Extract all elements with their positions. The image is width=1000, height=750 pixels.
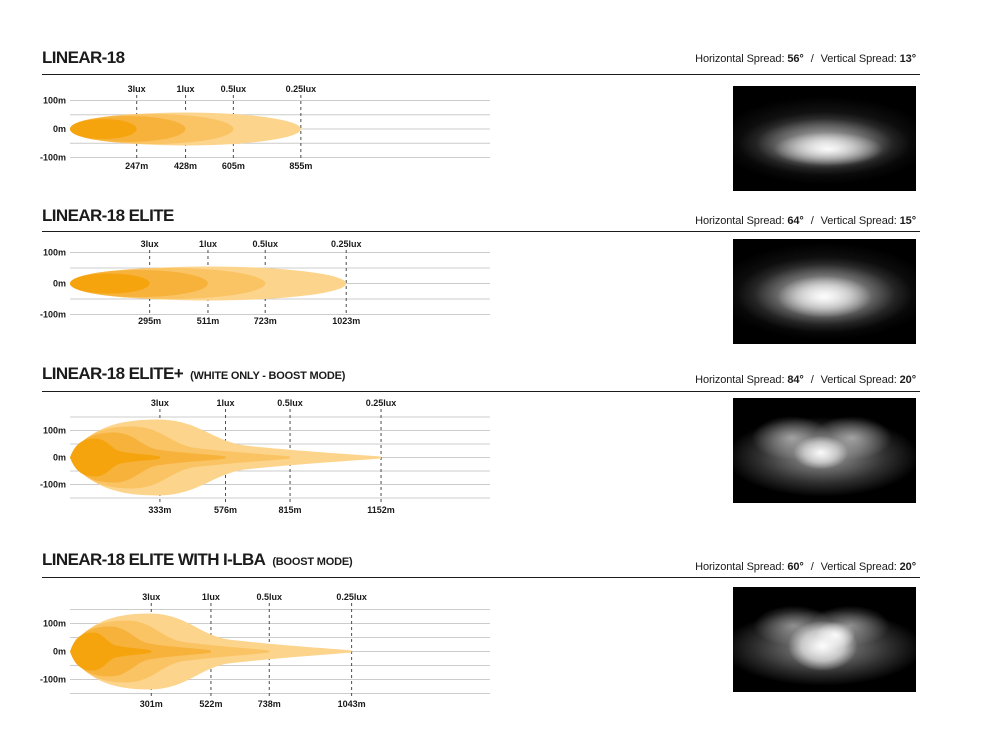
horizontal-spread-label: Horizontal Spread: xyxy=(695,561,785,573)
distance-label: 301m xyxy=(139,699,163,709)
lux-label: 3lux xyxy=(142,592,161,602)
section-subtitle: (WHITE ONLY - BOOST MODE) xyxy=(190,370,346,382)
y-tick-label: 0m xyxy=(52,278,66,289)
beam-distance-chart xyxy=(30,82,500,177)
section-subtitle: (BOOST MODE) xyxy=(272,556,353,568)
section-divider xyxy=(42,391,920,392)
horizontal-spread-value: 60° xyxy=(787,561,804,573)
spread-info xyxy=(695,215,916,227)
lux-label: 1lux xyxy=(176,84,195,94)
distance-label: 295m xyxy=(138,316,162,326)
section-title: LINEAR-18 ELITE WITH I-LBA xyxy=(42,550,266,569)
lux-label: 0.5lux xyxy=(256,592,283,602)
chart-svg xyxy=(30,590,500,712)
horizontal-spread-value: 64° xyxy=(787,215,804,227)
y-tick-label: 100m xyxy=(42,95,66,106)
vertical-spread-value: 13° xyxy=(899,53,916,65)
beam-layer-3lux xyxy=(70,119,137,139)
section-header xyxy=(42,364,345,384)
y-tick-label: -100m xyxy=(39,152,66,163)
vertical-spread-value: 20° xyxy=(899,561,916,573)
lux-label: 1lux xyxy=(201,592,220,602)
distance-label: 511m xyxy=(196,316,220,326)
beam-distance-chart xyxy=(30,237,500,332)
beam-distance-chart xyxy=(30,396,500,518)
y-tick-label: 0m xyxy=(52,452,66,463)
lux-label: 3lux xyxy=(150,398,169,408)
section-title: LINEAR-18 ELITE xyxy=(42,206,174,225)
section-divider xyxy=(42,577,920,578)
y-tick-label: 0m xyxy=(52,646,66,657)
lux-label: 3lux xyxy=(140,239,159,249)
distance-label: 1023m xyxy=(332,316,361,326)
distance-label: 723m xyxy=(253,316,277,326)
spread-info xyxy=(695,561,916,573)
lux-label: 0.25lux xyxy=(336,592,367,602)
lux-label: 1lux xyxy=(216,398,235,408)
chart-svg xyxy=(30,82,500,177)
lux-label: 0.25lux xyxy=(285,84,317,94)
spread-separator: / xyxy=(810,215,814,227)
distance-label: 1152m xyxy=(367,505,395,515)
beam-pattern-photo xyxy=(733,587,916,692)
lux-label: 0.5lux xyxy=(220,84,247,94)
section-title: LINEAR-18 ELITE+ xyxy=(42,364,184,383)
section-header xyxy=(42,550,352,570)
y-tick-label: 100m xyxy=(42,618,66,629)
spread-separator: / xyxy=(810,53,814,65)
section-header xyxy=(42,206,181,226)
chart-svg xyxy=(30,237,500,332)
distance-label: 333m xyxy=(148,505,172,515)
spread-separator: / xyxy=(810,374,814,386)
y-tick-label: -100m xyxy=(39,479,66,490)
spread-separator: / xyxy=(810,561,814,573)
lux-label: 0.25lux xyxy=(330,239,362,249)
lux-label: 1lux xyxy=(198,239,217,249)
distance-label: 522m xyxy=(199,699,223,709)
lux-label: 0.5lux xyxy=(252,239,278,249)
horizontal-spread-value: 84° xyxy=(787,374,804,386)
section-header xyxy=(42,48,131,68)
y-tick-label: 0m xyxy=(52,124,66,134)
distance-label: 428m xyxy=(174,161,198,171)
horizontal-spread-label: Horizontal Spread: xyxy=(695,374,785,386)
vertical-spread-label: Vertical Spread: xyxy=(820,53,897,65)
section-title: LINEAR-18 xyxy=(42,48,125,67)
spread-info xyxy=(695,374,916,386)
horizontal-spread-label: Horizontal Spread: xyxy=(695,215,785,227)
horizontal-spread-label: Horizontal Spread: xyxy=(695,53,785,65)
beam-layer-3lux xyxy=(70,274,150,294)
distance-label: 738m xyxy=(257,699,281,709)
spread-info xyxy=(695,53,916,65)
distance-label: 576m xyxy=(214,505,238,515)
horizontal-spread-value: 56° xyxy=(787,53,804,65)
beam-pattern-photo xyxy=(733,398,916,503)
chart-svg xyxy=(30,396,500,518)
distance-label: 855m xyxy=(289,161,313,171)
distance-label: 605m xyxy=(221,161,245,171)
vertical-spread-value: 15° xyxy=(899,215,916,227)
section-divider xyxy=(42,231,920,232)
section-divider xyxy=(42,74,920,75)
y-tick-label: 100m xyxy=(42,425,66,436)
beam-distance-chart xyxy=(30,590,500,712)
vertical-spread-label: Vertical Spread: xyxy=(820,374,897,386)
lux-label: 0.25lux xyxy=(365,398,397,408)
vertical-spread-value: 20° xyxy=(899,374,916,386)
beam-pattern-photo xyxy=(733,86,916,191)
distance-label: 815m xyxy=(278,505,302,515)
lux-label: 3lux xyxy=(127,84,146,94)
vertical-spread-label: Vertical Spread: xyxy=(820,561,897,573)
y-tick-label: -100m xyxy=(39,309,66,320)
distance-label: 247m xyxy=(125,161,149,171)
y-tick-label: -100m xyxy=(39,674,66,685)
vertical-spread-label: Vertical Spread: xyxy=(820,215,897,227)
lux-label: 0.5lux xyxy=(277,398,303,408)
beam-pattern-photo xyxy=(733,239,916,344)
y-tick-label: 100m xyxy=(42,247,66,258)
distance-label: 1043m xyxy=(337,699,366,709)
